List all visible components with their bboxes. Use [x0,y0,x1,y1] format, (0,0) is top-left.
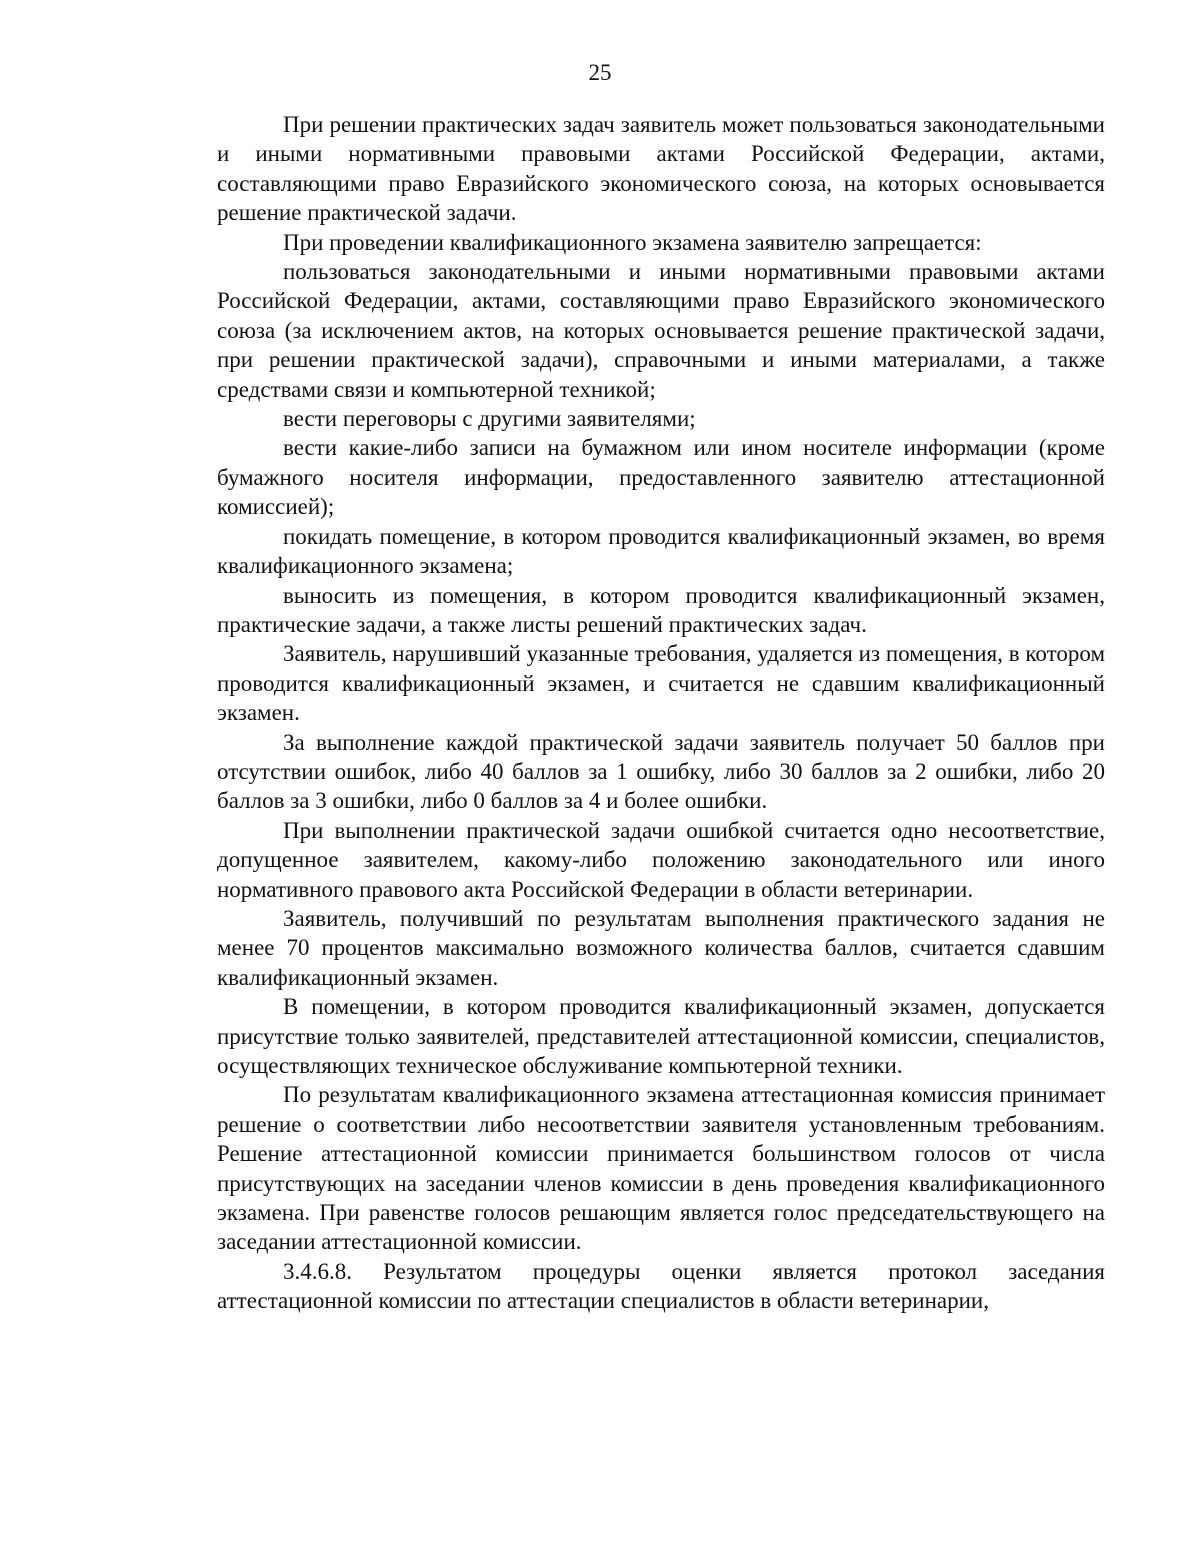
paragraph-violation-consequence: Заявитель, нарушивший указанные требования, удаляется из помещения, в котором проводится квалификационный экзамен, и считается не сдавшим квалификационный экзамен. [217,641,1105,726]
page-number: 25 [588,60,612,85]
paragraph-room-attendance: В помещении, в котором проводится квалификационный экзамен, допускается присутствие только заявителей, представителей аттестационной комиссии, специалистов, осуществляющих техническое обслуживание компьютерной техники. [217,994,1105,1078]
paragraph-prohibition-negotiations: вести переговоры с другими заявителями; [283,406,696,432]
paragraph-commission-decision: По результатам квалификационного экзамена аттестационная комиссия принимает решение о соответствии либо несоответствии заявителя установленным требованиям. Решение аттестационной комиссии принимается большинством голосов от числа присутствующих на заседании членов комиссии в день проведения квалификационного экзамена. При равенстве голосов решающим является голос председательствующего на заседании аттестационной комиссии. [217,1082,1105,1255]
paragraph-scoring: За выполнение каждой практической задачи заявитель получает 50 баллов при отсутствии ошибок, либо 40 баллов за 1 ошибку, либо 30 баллов за 2 ошибки, либо 20 баллов за 3 ошибки, либо 0 баллов за 4 и более ошибки. [217,729,1105,814]
paragraph-passing-threshold: Заявитель, получивший по результатам выполнения практического задания не менее 70 процентов максимально возможного количества баллов, считается сдавшим квалификационный экзамен. [217,905,1105,990]
paragraph-section-3-4-6-8: 3.4.6.8. Результатом процедуры оценки является протокол заседания аттестационной комиссии по аттестации специалистов в области ветеринарии, [217,1258,1105,1314]
paragraph-practical-tasks-allowed: При решении практических задач заявитель может пользоваться законодательными и иными нормативными правовыми актами Российской Федерации, актами, составляющими право Евразийского экономического союза, на которых основывается решение практической задачи. [217,112,1105,226]
paragraph-prohibition-removing-tasks: выносить из помещения, в котором проводится квалификационный экзамен, практические задачи, а также листы решений практических задач. [217,582,1105,637]
paragraph-prohibition-using-acts: пользоваться законодательными и иными нормативными правовыми актами Российской Федерации, актами, составляющими право Евразийского экономического союза (за исключением актов, на которых основывается решение практической задачи, при решении практической задачи), справочными и иными материалами, а также средствами связи и компьютерной техникой; [217,259,1105,402]
document-body [217,110,1105,1316]
paragraph-error-definition: При выполнении практической задачи ошибкой считается одно несоответствие, допущенное заявителем, какому-либо положению законодательного или иного нормативного правового акта Российской Федерации в области ветеринарии. [217,817,1105,902]
paragraph-exam-prohibitions-intro: При проведении квалификационного экзамена заявителю запрещается: [283,229,982,255]
paragraph-prohibition-notes: вести какие-либо записи на бумажном или ином носителе информации (кроме бумажного носителя информации, предоставленного заявителю аттестационной комиссией); [217,435,1105,520]
paragraph-prohibition-leaving-room: покидать помещение, в котором проводится квалификационный экзамен, во время квалификационного экзамена; [217,523,1105,579]
